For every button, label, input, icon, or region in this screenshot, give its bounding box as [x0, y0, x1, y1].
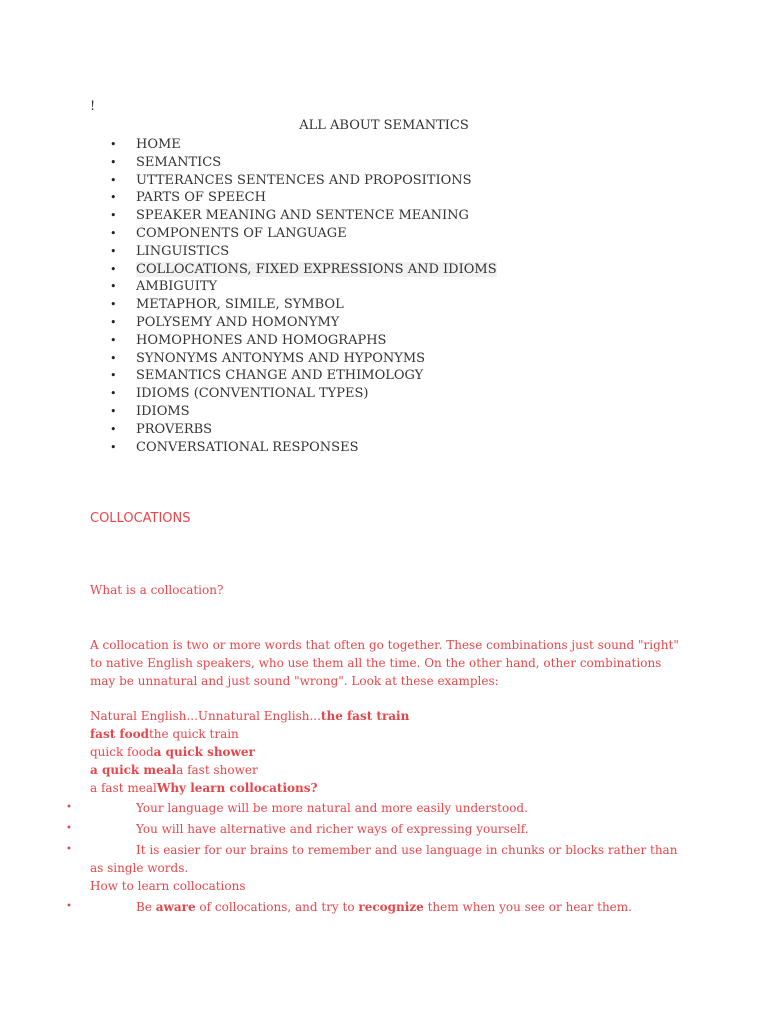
example-line: a quick meala fast shower — [90, 763, 258, 777]
nav-item-components[interactable]: • COMPONENTS OF LANGUAGE — [0, 225, 497, 243]
nav-item-idioms[interactable]: • IDIOMS — [0, 403, 497, 421]
example-line: Natural English...Unnatural English...the fast train — [90, 709, 410, 723]
nav-item-linguistics[interactable]: • LINGUISTICS — [0, 243, 497, 261]
nav-item-speaker-meaning[interactable]: • SPEAKER MEANING AND SENTENCE MEANING — [0, 207, 497, 225]
nav-item-polysemy[interactable]: • POLYSEMY AND HOMONYMY — [0, 314, 497, 332]
nav-menu — [0, 136, 497, 456]
nav-item-home[interactable]: • HOME — [0, 136, 497, 154]
question-heading: What is a collocation? — [90, 583, 224, 597]
nav-item-idioms-conventional[interactable]: • IDIOMS (CONVENTIONAL TYPES) — [0, 385, 497, 403]
example-line: quick fooda quick shower — [90, 745, 255, 759]
bullet-icon: • — [66, 901, 72, 912]
bullet-icon: • — [66, 802, 72, 813]
intro-paragraph: A collocation is two or more words that often go together. These combinations just sound "right" to native English speakers, who use them all the time. On the other hand, other combinations may be unnatural and just sound "wrong". Look at these examples: — [90, 638, 679, 688]
nav-item-semantics[interactable]: • SEMANTICS — [0, 154, 497, 172]
bullet-icon: • — [66, 823, 72, 834]
how-heading: How to learn collocations — [90, 879, 246, 893]
exclamation-mark: ! — [90, 99, 96, 114]
nav-item-ambiguity[interactable]: • AMBIGUITY — [0, 278, 497, 296]
bullet-icon: • — [66, 844, 72, 855]
nav-item-parts-of-speech[interactable]: • PARTS OF SPEECH — [0, 189, 497, 207]
nav-item-metaphor[interactable]: • METAPHOR, SIMILE, SYMBOL — [0, 296, 497, 314]
site-title[interactable]: ALL ABOUT SEMANTICS — [299, 118, 469, 133]
nav-item-homophones[interactable]: • HOMOPHONES AND HOMOGRAPHS — [0, 332, 497, 350]
nav-item-conversational[interactable]: • CONVERSATIONAL RESPONSES — [0, 439, 497, 457]
section-heading: COLLOCATIONS — [90, 511, 191, 526]
nav-item-synonyms[interactable]: • SYNONYMS ANTONYMS AND HYPONYMS — [0, 350, 497, 368]
nav-item-semantics-change[interactable]: • SEMANTICS CHANGE AND ETHIMOLOGY — [0, 367, 497, 385]
example-line: fast foodthe quick train — [90, 727, 239, 741]
example-line: a fast mealWhy learn collocations? — [90, 781, 318, 795]
nav-item-utterances[interactable]: • UTTERANCES SENTENCES AND PROPOSITIONS — [0, 172, 497, 190]
nav-item-collocations[interactable]: • COLLOCATIONS, FIXED EXPRESSIONS AND IDIOMS — [0, 261, 497, 279]
nav-item-proverbs[interactable]: • PROVERBS — [0, 421, 497, 439]
